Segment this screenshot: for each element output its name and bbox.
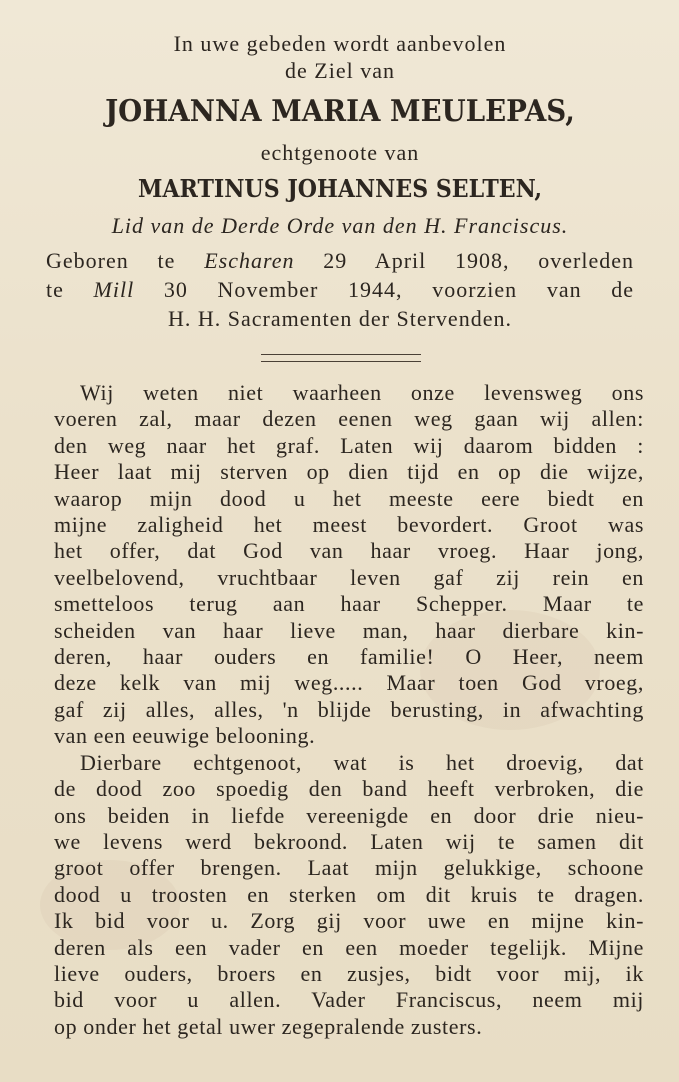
birth-death-details xyxy=(40,246,640,333)
text-line: lieve ouders, broers en zusjes, bidt voor mij, ik xyxy=(54,960,644,986)
text-line: groot offer brengen. Laat mijn gelukkige, schoone xyxy=(54,855,644,881)
order-membership: Lid van de Derde Orde van den H. Franciscus. xyxy=(111,213,569,238)
card-header xyxy=(40,30,640,333)
sacraments-line: H. H. Sacramenten der Stervenden. xyxy=(168,306,512,331)
text-line: Wij weten niet waarheen onze levensweg ons xyxy=(80,380,644,405)
birth-prefix: Geboren te xyxy=(46,248,176,273)
birth-line xyxy=(46,246,634,275)
birth-date: 29 April 1908, overleden xyxy=(323,248,635,273)
text-line: deze kelk van mij weg..... Maar toen God vroeg, xyxy=(54,670,644,696)
spouse-name: MARTINUS JOHANNES SELTEN, xyxy=(137,174,543,203)
double-rule-divider xyxy=(261,354,421,362)
text-line: het offer, dat God van haar vroeg. Haar jong, xyxy=(54,538,644,564)
text-line: bid voor u allen. Vader Franciscus, neem mij xyxy=(54,987,644,1013)
text-line: Heer laat mij sterven op dien tijd en op die wijze, xyxy=(54,459,644,485)
text-line: deren, haar ouders en familie! O Heer, neem xyxy=(54,644,644,670)
text-line: van een eeuwige belooning. xyxy=(54,723,316,749)
text-line: den weg naar het graf. Laten wij daarom bidden : xyxy=(54,432,644,458)
text-line: ons beiden in liefde vereenigde en door drie nieu- xyxy=(54,802,644,828)
text-line: scheiden van haar lieve man, haar dierbare kin- xyxy=(54,617,644,643)
death-prefix: te xyxy=(46,277,64,302)
text-line: Dierbare echtgenoot, wat is het droevig, dat xyxy=(80,749,644,775)
text-line: voeren zal, maar dezen eenen weg gaan wij allen: xyxy=(54,406,644,432)
text-line: gaf zij alles, alles, 'n blijde berusting, in afwachting xyxy=(54,696,644,722)
text-line: veelbelovend, vruchtbaar leven gaf zij rein en xyxy=(54,564,644,590)
text-line: de dood zoo spoedig den band heeft verbroken, die xyxy=(54,776,644,802)
text-line: smetteloos terug aan haar Schepper. Maar te xyxy=(54,591,644,617)
text-line: mijne zaligheid het meest bevordert. Groot was xyxy=(54,512,644,538)
text-line: deren als een vader en een moeder tegelijk. Mijne xyxy=(54,934,644,960)
text-line: we levens werd bekroond. Laten wij te samen dit xyxy=(54,828,644,854)
text-line: dood u troosten en sterken om dit kruis te dragen. xyxy=(54,881,644,907)
prayer-text xyxy=(54,380,644,1040)
spouse-label: echtgenoote van xyxy=(260,140,420,165)
death-place: Mill xyxy=(93,277,135,302)
paragraph-1 xyxy=(54,380,644,750)
text-line: Ik bid voor u. Zorg gij voor uwe en mijne kin- xyxy=(54,908,644,934)
intro-line: de Ziel van xyxy=(285,58,395,83)
death-line xyxy=(46,275,634,304)
text-line: waarop mijn dood u het meeste eere biedt en xyxy=(54,485,644,511)
death-date: 30 November 1944, voorzien van de xyxy=(163,277,634,302)
deceased-name: JOHANNA MARIA MEULEPAS, xyxy=(105,94,575,129)
birth-place: Escharen xyxy=(204,248,295,273)
intro-line: In uwe gebeden wordt aanbevolen xyxy=(173,31,507,56)
text-line: op onder het getal uwer zegepralende zusters. xyxy=(54,1013,483,1039)
paragraph-2 xyxy=(54,750,644,1040)
